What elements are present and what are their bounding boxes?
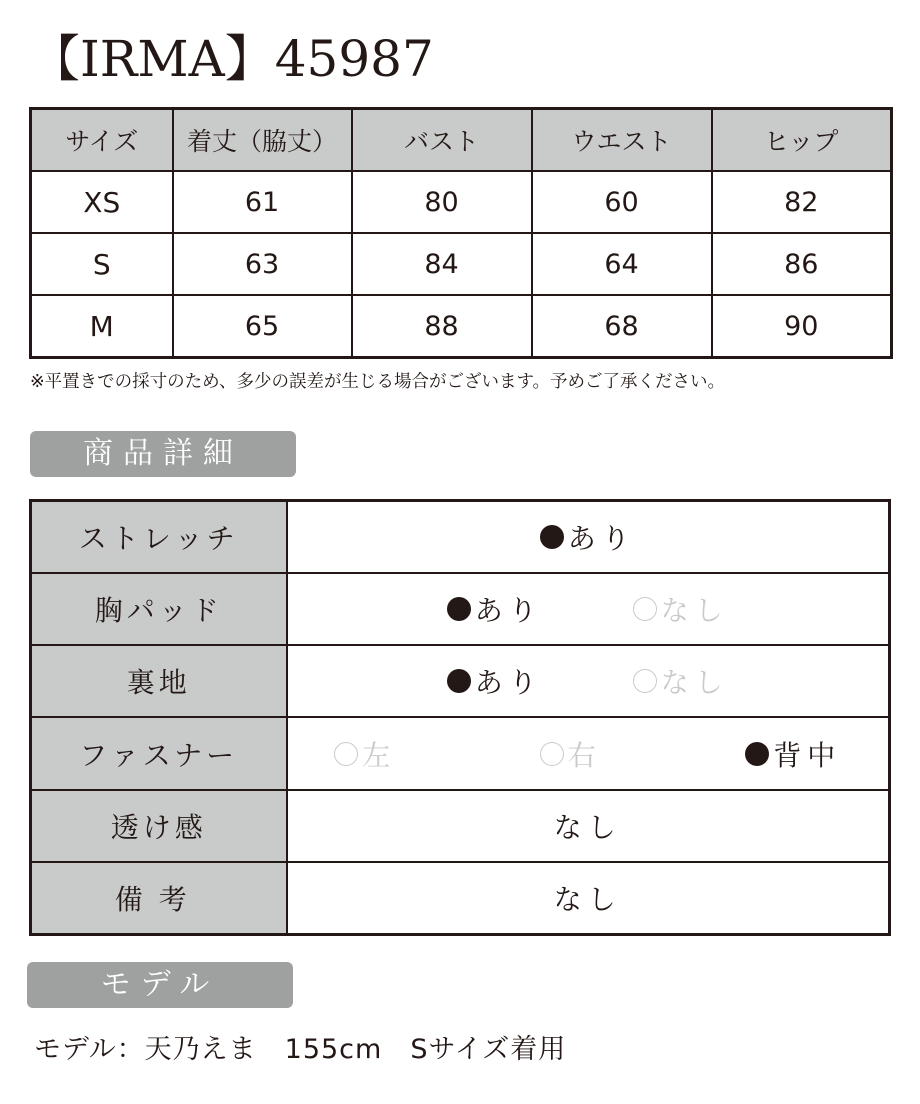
size-value: 60 bbox=[532, 171, 712, 233]
detail-row-sheerness bbox=[31, 790, 890, 862]
size-value: 88 bbox=[352, 295, 532, 358]
empty-circle-icon bbox=[633, 597, 657, 621]
filled-circle-icon bbox=[447, 597, 471, 621]
detail-row-stretch bbox=[31, 501, 890, 574]
option-unselected bbox=[633, 661, 729, 701]
size-chart-table bbox=[29, 107, 893, 359]
header-length: 着丈（脇丈） bbox=[173, 109, 352, 172]
model-heading: モデル bbox=[27, 962, 293, 1008]
size-value: 86 bbox=[712, 233, 892, 295]
detail-row-remarks bbox=[31, 862, 890, 935]
size-value: 90 bbox=[712, 295, 892, 358]
filled-circle-icon bbox=[745, 742, 769, 766]
filled-circle-icon bbox=[447, 669, 471, 693]
option-label: 背中 bbox=[773, 738, 842, 772]
option-selected bbox=[447, 589, 543, 629]
empty-circle-icon bbox=[540, 742, 564, 766]
option-selected bbox=[745, 734, 841, 774]
size-value: 63 bbox=[173, 233, 352, 295]
detail-row-zipper bbox=[31, 717, 890, 789]
detail-label: 透け感 bbox=[31, 790, 287, 862]
detail-row-lining bbox=[31, 645, 890, 717]
empty-circle-icon bbox=[334, 742, 358, 766]
header-size: サイズ bbox=[31, 109, 173, 172]
size-value: 82 bbox=[712, 171, 892, 233]
option-unselected bbox=[633, 589, 729, 629]
option-selected bbox=[447, 661, 543, 701]
product-title: 【IRMA】45987 bbox=[30, 30, 434, 88]
option-unselected bbox=[540, 734, 602, 774]
option-label: 左 bbox=[362, 738, 397, 772]
option-label: なし bbox=[660, 666, 729, 700]
option-label: あり bbox=[474, 666, 543, 700]
option-label: あり bbox=[474, 594, 543, 628]
size-value: 80 bbox=[352, 171, 532, 233]
detail-options bbox=[287, 717, 890, 789]
table-row bbox=[31, 295, 892, 358]
header-hip: ヒップ bbox=[712, 109, 892, 172]
detail-label: 裏地 bbox=[31, 645, 287, 717]
table-row bbox=[31, 233, 892, 295]
detail-label: 備考 bbox=[31, 862, 287, 935]
detail-label: 胸パッド bbox=[31, 573, 287, 645]
empty-circle-icon bbox=[633, 669, 657, 693]
product-details-table bbox=[29, 499, 891, 936]
option-selected bbox=[540, 517, 636, 557]
detail-options bbox=[287, 573, 890, 645]
option-label: なし bbox=[660, 594, 729, 628]
detail-options bbox=[287, 501, 890, 574]
size-value: 65 bbox=[173, 295, 352, 358]
option-label: 右 bbox=[567, 738, 602, 772]
size-chart-header-row bbox=[31, 109, 892, 172]
size-label: XS bbox=[31, 171, 173, 233]
size-value: 64 bbox=[532, 233, 712, 295]
size-value: 61 bbox=[173, 171, 352, 233]
option-label: あり bbox=[567, 522, 636, 556]
size-label: S bbox=[31, 233, 173, 295]
measurement-note: ※平置きでの採寸のため、多少の誤差が生じる場合がございます。予めご了承ください。 bbox=[30, 372, 726, 392]
detail-options bbox=[287, 645, 890, 717]
detail-label: ファスナー bbox=[31, 717, 287, 789]
size-value: 68 bbox=[532, 295, 712, 358]
model-info: モデル：天乃えま 155cm Sサイズ着用 bbox=[34, 1034, 567, 1065]
filled-circle-icon bbox=[540, 525, 564, 549]
header-bust: バスト bbox=[352, 109, 532, 172]
detail-value: なし bbox=[287, 790, 890, 862]
size-value: 84 bbox=[352, 233, 532, 295]
detail-label: ストレッチ bbox=[31, 501, 287, 574]
option-unselected bbox=[334, 734, 396, 774]
table-row bbox=[31, 171, 892, 233]
header-waist: ウエスト bbox=[532, 109, 712, 172]
detail-row-bust-pad bbox=[31, 573, 890, 645]
detail-value: なし bbox=[287, 862, 890, 935]
size-label: M bbox=[31, 295, 173, 358]
product-details-heading: 商品詳細 bbox=[30, 431, 296, 477]
